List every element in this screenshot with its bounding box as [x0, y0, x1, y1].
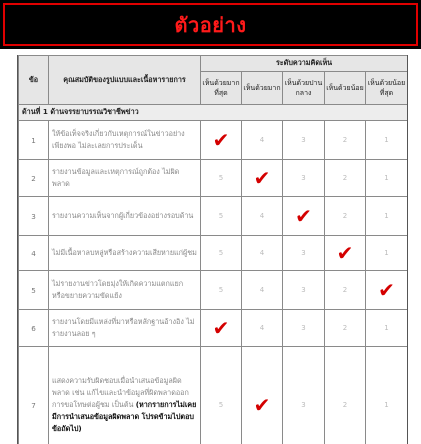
rating-cell-3[interactable] — [283, 197, 325, 236]
score-label: 1 — [384, 174, 389, 182]
rating-cell-5[interactable] — [201, 271, 242, 310]
score-label: 2 — [342, 136, 348, 144]
rating-cell-2[interactable] — [325, 236, 366, 271]
item-text — [49, 160, 201, 197]
rating-cell-1[interactable] — [366, 310, 408, 347]
rating-cell-5[interactable] — [201, 347, 242, 444]
survey-table — [18, 55, 408, 444]
item-description: ให้ข้อเท็จจริงเกี่ยวกับเหตุการณ์ในข่าวอย่างเพียงพอ ไม่ละเลยการประเด็น — [52, 129, 185, 150]
score-label: 1 — [384, 401, 389, 409]
item-number: 4 — [19, 236, 49, 271]
rating-cell-4[interactable] — [242, 236, 283, 271]
rating-cell-1[interactable] — [366, 121, 408, 160]
rating-cell-4[interactable] — [242, 310, 283, 347]
rating-cell-3[interactable] — [283, 310, 325, 347]
table-row — [19, 121, 408, 160]
rating-cell-5[interactable] — [201, 121, 242, 160]
score-label: 2 — [342, 324, 348, 332]
score-label: 3 — [301, 249, 306, 257]
level-header: เห็นด้วยน้อยที่สุด — [366, 72, 408, 105]
rating-cell-1[interactable] — [366, 271, 408, 310]
item-text — [49, 310, 201, 347]
item-text — [49, 236, 201, 271]
score-label: 3 — [301, 401, 306, 409]
check-mark-icon: ✔ — [253, 393, 271, 417]
score-label: 2 — [342, 286, 348, 294]
score-label: 1 — [384, 249, 389, 257]
score-label: 1 — [384, 324, 389, 332]
check-mark-icon: ✔ — [212, 316, 230, 340]
rating-cell-1[interactable] — [366, 197, 408, 236]
score-label: 3 — [301, 174, 306, 182]
level-header: เห็นด้วยมากที่สุด — [201, 72, 242, 105]
score-label: 4 — [259, 249, 265, 257]
table-row — [19, 347, 408, 444]
rating-cell-3[interactable] — [283, 271, 325, 310]
rating-cell-4[interactable] — [242, 121, 283, 160]
item-number: 5 — [19, 271, 49, 310]
score-label: 5 — [218, 174, 224, 182]
item-text — [49, 197, 201, 236]
rating-cell-3[interactable] — [283, 236, 325, 271]
item-description: ไม่มีเนื้อหาลบหลู่หรือสร้างความเสียหายแก่ผู้ชม — [52, 248, 197, 257]
item-note: (หากรายการไม่เคยมีการนำเสนอข้อมูลผิดพลาด โปรดข้ามไปตอบข้อถัดไป) — [52, 400, 197, 433]
rating-cell-2[interactable] — [325, 310, 366, 347]
col-header-no: ข้อ — [19, 56, 49, 105]
rating-cell-5[interactable] — [201, 236, 242, 271]
check-mark-icon: ✔ — [212, 128, 230, 152]
rating-cell-2[interactable] — [325, 197, 366, 236]
score-label: 3 — [301, 286, 306, 294]
rating-cell-1[interactable] — [366, 160, 408, 197]
score-label: 4 — [259, 324, 265, 332]
table-row — [19, 197, 408, 236]
rating-cell-1[interactable] — [366, 236, 408, 271]
score-label: 1 — [384, 136, 389, 144]
check-mark-icon: ✔ — [336, 241, 354, 265]
rating-cell-4[interactable] — [242, 197, 283, 236]
banner — [0, 0, 421, 49]
level-header: เห็นด้วยน้อย — [325, 72, 366, 105]
score-label: 5 — [218, 249, 224, 257]
rating-cell-2[interactable] — [325, 271, 366, 310]
col-header-item: คุณสมบัติของรูปแบบและเนื้อหารายการ — [49, 56, 201, 105]
check-mark-icon: ✔ — [378, 278, 395, 302]
score-label: 1 — [384, 212, 389, 220]
table-row — [19, 236, 408, 271]
score-label: 5 — [218, 212, 224, 220]
table-body — [19, 121, 408, 444]
score-label: 4 — [259, 212, 265, 220]
item-text — [49, 121, 201, 160]
col-header-group: ระดับความคิดเห็น — [201, 56, 408, 72]
score-label: 2 — [342, 174, 348, 182]
rating-cell-3[interactable] — [283, 347, 325, 444]
table-row — [19, 271, 408, 310]
check-mark-icon: ✔ — [253, 166, 271, 190]
check-mark-icon: ✔ — [295, 204, 312, 228]
rating-cell-2[interactable] — [325, 347, 366, 444]
rating-cell-3[interactable] — [283, 160, 325, 197]
rating-cell-5[interactable] — [201, 310, 242, 347]
score-label: 5 — [218, 401, 224, 409]
rating-cell-4[interactable] — [242, 160, 283, 197]
banner-title: ตัวอย่าง — [174, 12, 247, 37]
table-row — [19, 310, 408, 347]
rating-cell-2[interactable] — [325, 160, 366, 197]
item-description: ไม่รายงานข่าวโดยมุ่งให้เกิดความแตกแยก หรือขยายความขัดแย้ง — [52, 279, 184, 300]
rating-cell-2[interactable] — [325, 121, 366, 160]
item-number: 2 — [19, 160, 49, 197]
score-label: 4 — [259, 286, 265, 294]
item-number: 7 — [19, 347, 49, 444]
item-description: รายงานโดยมีแหล่งที่มาหรือหลักฐานอ้างอิง ไม่รายงานลอย ๆ — [52, 317, 195, 338]
item-description: รายงานข้อมูลและเหตุการณ์ถูกต้อง ไม่ผิดพลาด — [52, 167, 180, 188]
score-label: 4 — [259, 136, 265, 144]
survey-sheet — [17, 55, 408, 444]
item-number: 1 — [19, 121, 49, 160]
item-description: แสดงความรับผิดชอบเมื่อนำเสนอข้อมูลผิดพลาด เช่น แก้ไขและนำข้อมูลที่ผิดพลาดออก การขอโทษต่อผู้ชม เป็นต้น — [52, 376, 189, 409]
score-label: 3 — [301, 136, 306, 144]
rating-cell-1[interactable] — [366, 347, 408, 444]
banner-frame — [3, 3, 418, 46]
score-label: 2 — [342, 401, 348, 409]
section-header: ด้านที่ 1 ด้านจรรยาบรรณวิชาชีพข่าว — [19, 105, 408, 121]
rating-cell-3[interactable] — [283, 121, 325, 160]
item-text — [49, 347, 201, 444]
level-header: เห็นด้วยมาก — [242, 72, 283, 105]
rating-cell-4[interactable] — [242, 271, 283, 310]
item-number: 6 — [19, 310, 49, 347]
rating-cell-4[interactable] — [242, 347, 283, 444]
score-label: 2 — [342, 212, 348, 220]
rating-cell-5[interactable] — [201, 160, 242, 197]
item-number: 3 — [19, 197, 49, 236]
item-text — [49, 271, 201, 310]
level-header: เห็นด้วยปานกลาง — [283, 72, 325, 105]
item-description: รายงานความเห็นจากผู้เกี่ยวข้องอย่างรอบด้าน — [52, 211, 194, 220]
score-label: 5 — [218, 286, 224, 294]
score-label: 3 — [301, 324, 306, 332]
table-row — [19, 160, 408, 197]
rating-cell-5[interactable] — [201, 197, 242, 236]
